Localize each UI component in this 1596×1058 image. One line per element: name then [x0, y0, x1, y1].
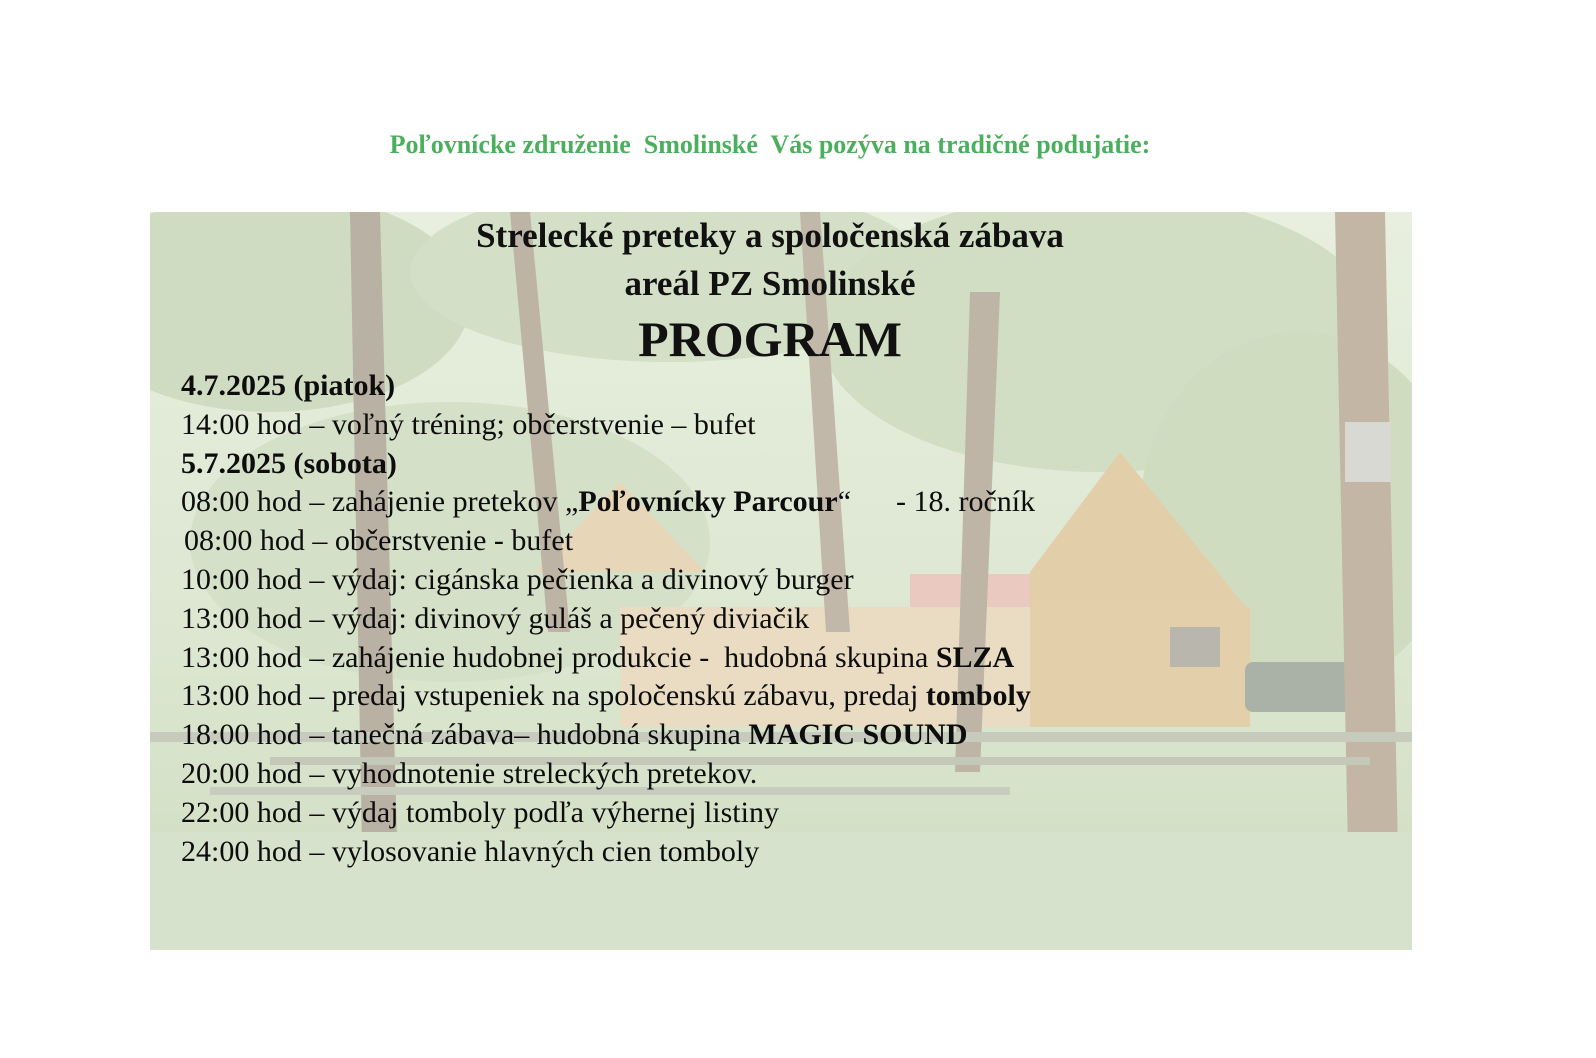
event-venue: areál PZ Smolinské — [624, 264, 916, 303]
program-line-text: “ - 18. ročník — [837, 485, 1036, 519]
program-line-text: 18:00 hod – tanečná zábava– hudobná skupina — [181, 718, 749, 752]
raffle-word: tomboly — [925, 679, 1031, 713]
program-line: 13:00 hod – výdaj: divinový guláš a pečený diviačik — [181, 601, 810, 635]
program-line: 24:00 hod – vylosovanie hlavných cien tomboly — [181, 834, 760, 868]
band-name: MAGIC SOUND — [748, 718, 968, 752]
program-line: 14:00 hod – voľný tréning; občerstvenie – bufet — [181, 407, 756, 441]
program-line — [181, 716, 1035, 755]
program-line — [181, 677, 1035, 716]
program-line: 10:00 hod – výdaj: cigánska pečienka a divinový burger — [181, 562, 854, 596]
program-list — [181, 367, 1035, 871]
program-line-text: 08:00 hod – zahájenie pretekov „ — [181, 485, 579, 519]
band-name: SLZA — [935, 640, 1015, 674]
program-line: 08:00 hod – občerstvenie - bufet — [184, 524, 574, 558]
program-line — [181, 639, 1035, 678]
competition-name: Poľovnícky Parcour — [578, 485, 838, 519]
day-heading-saturday: 5.7.2025 (sobota) — [181, 446, 397, 480]
event-title: Strelecké preteky a spoločenská zábava — [476, 216, 1064, 255]
program-line: 20:00 hod – vyhodnotenie streleckých pretekov. — [181, 756, 758, 790]
program-line-text: 13:00 hod – predaj vstupeniek na spoločenskú zábavu, predaj — [181, 679, 926, 713]
day-heading-friday: 4.7.2025 (piatok) — [181, 369, 396, 402]
program-line — [181, 483, 1035, 522]
program-line-text: 13:00 hod – zahájenie hudobnej produkcie - hudobná skupina — [181, 640, 936, 674]
program-heading: PROGRAM — [638, 311, 902, 367]
invitation-line: Poľovnícke združenie Smolinské Vás pozýva na tradičné podujatie: — [389, 130, 1151, 159]
program-line: 22:00 hod – výdaj tomboly podľa výhernej listiny — [181, 795, 779, 829]
